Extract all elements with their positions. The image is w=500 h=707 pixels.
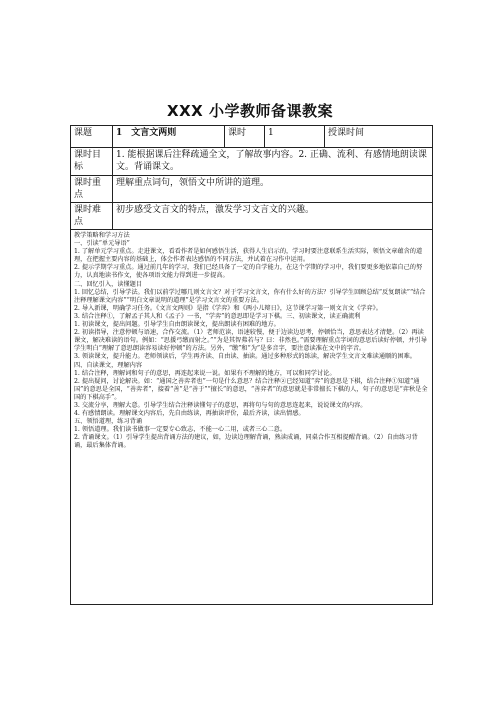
topic-label: 课题 — [71, 126, 113, 148]
difficulties-text: 初步感受文言文的特点，激发学习文言文的兴趣。 — [113, 203, 433, 230]
topic-value: 1 文言文两则 — [113, 126, 225, 148]
strategy-body — [71, 230, 433, 605]
period-value: 1 — [265, 126, 325, 148]
body-line: 2. 导入新课，明确学习任务。《文言文两则》是指《学弈》和《两小儿辩日》，这节课学习第一则文言文《学弈》。 — [74, 304, 382, 312]
body-line: 1. 了解单元学习重点。走进课文，看看作者是如何感悟生活，获得人生启示的，学习时要注意联系生活实际，领悟文章蕴含的道理，在把握主要内容的基础上，体会作者表达感悟的不同方法，并试着在习作中运用。 — [74, 248, 423, 264]
difficulties-row — [71, 203, 433, 230]
goals-row — [71, 148, 433, 176]
body-line: 1. 领悟道理。我们读书做事一定要专心致志，不能一心二用，或者三心二意。 — [74, 426, 287, 434]
body-line: 教学策略和学习方法 — [74, 232, 130, 239]
body-line: 2. 初读指导，注意停顿与语速，合作交流。（1）老师范读，语速较慢，便于边读边思考，停顿恰当，意思表达才清楚。（2）再读课文，解决难读的语句。例如：“思援弓缴而射之。”“为是其智弗若与？曰：非然也。”需要理解重点字词的意思后读好停顿，并引导学生明白“理解了意思朗读容易读好停顿”的方法。另外，“缴”和“为”是多音字，要注意读准在文中的字音。 — [74, 329, 427, 353]
body-line: 一、引读“单元导语” — [74, 240, 130, 248]
time-label: 授课时间 — [325, 126, 433, 148]
body-line: 2. 提示学期学习重点。通过前几年的学习，我们已经具备了一定的自学能力，在这个学期的学习中，我们要更多地依靠自己的努力，认真地读书作文，使各项语文能力得到进一步提高。 — [74, 264, 423, 280]
header-row — [71, 126, 433, 148]
difficulties-label: 课时难点 — [71, 203, 113, 230]
lesson-plan-table — [70, 125, 433, 605]
body-line: 二、回忆引入，读懂题目 — [74, 280, 143, 288]
body-line: 3. 领读课文，提升能力。老师领读后，学生再齐读、自由读、抽读。通过多种形式的练读，解决学生文言文难读通顺的困难。 — [74, 353, 416, 361]
body-line: 五、领悟道理，练习背诵 — [74, 418, 143, 426]
body-line: 1. 回忆总结，引导学法。我们以前学过哪几则文言文？对于学习文言文，你有什么好的方法？引导学生回顾总结“反复朗读”“结合注释理解课文内容”“明白文章说明的道理”是学习文言文的重要方法。 — [74, 288, 426, 304]
key-points-label: 课时重点 — [71, 176, 113, 203]
body-line: 1. 初读课文，提出问题。引导学生自由朗读课文，提出朗读有困难的地方。 — [74, 321, 280, 329]
period-label: 课时 — [225, 126, 265, 148]
body-line: 2. 提出疑问，讨论解决。如：“通国之善弈者也”一句是什么意思？结合注释②已经知道“弈”的意思是下棋，结合注释①知道“通国”的意思是全国，“善弈者”，接着“善”是“善于”“擅长”的意思，“善弈者”的意思就是非常擅长下棋的人，句子的意思是“弈秋是全国的下棋高手”。 — [74, 377, 428, 401]
body-line: 3. 交流分享，理解大意。引导学生结合注释读懂句子的意思，再将句与句的意思连起来，说说课文的内容。 — [74, 401, 367, 409]
page-title: XXX 小学教师备课教案 — [167, 102, 333, 120]
body-line: 1. 结合注释，理解词和句子的意思，再连起来说一说。如果有不理解的地方，可以和同学讨论。 — [74, 369, 336, 377]
strategy-row — [71, 230, 433, 605]
goals-label: 课时目标 — [71, 148, 113, 176]
body-line: 4. 有感情朗读。理解课文内容后，先自由练读，再抽读评价，最后齐读，读出情感。 — [74, 410, 305, 418]
key-points-row — [71, 176, 433, 203]
body-line: 3. 结合注释①，了解孟子其人和《孟子》一书，“学弈”的意思即是学习下棋。三、初读课文，读正确流利 — [74, 312, 361, 320]
key-points-text: 理解重点词句，领悟文中所讲的道理。 — [113, 176, 433, 203]
goals-text: 1. 能根据课后注释疏通全文，了解故事内容。2. 正确、流利、有感情地朗读课文。背诵课文。 — [113, 148, 433, 176]
body-line: 2. 背诵课文。（1）引导学生提出背诵方法的建议，如，边读边理解背诵，熟读成诵，同桌合作互相提醒背诵。（2）自由练习背诵，最后集体背诵。 — [74, 434, 418, 450]
body-line: 四、自读课文，理解内容 — [74, 361, 143, 369]
